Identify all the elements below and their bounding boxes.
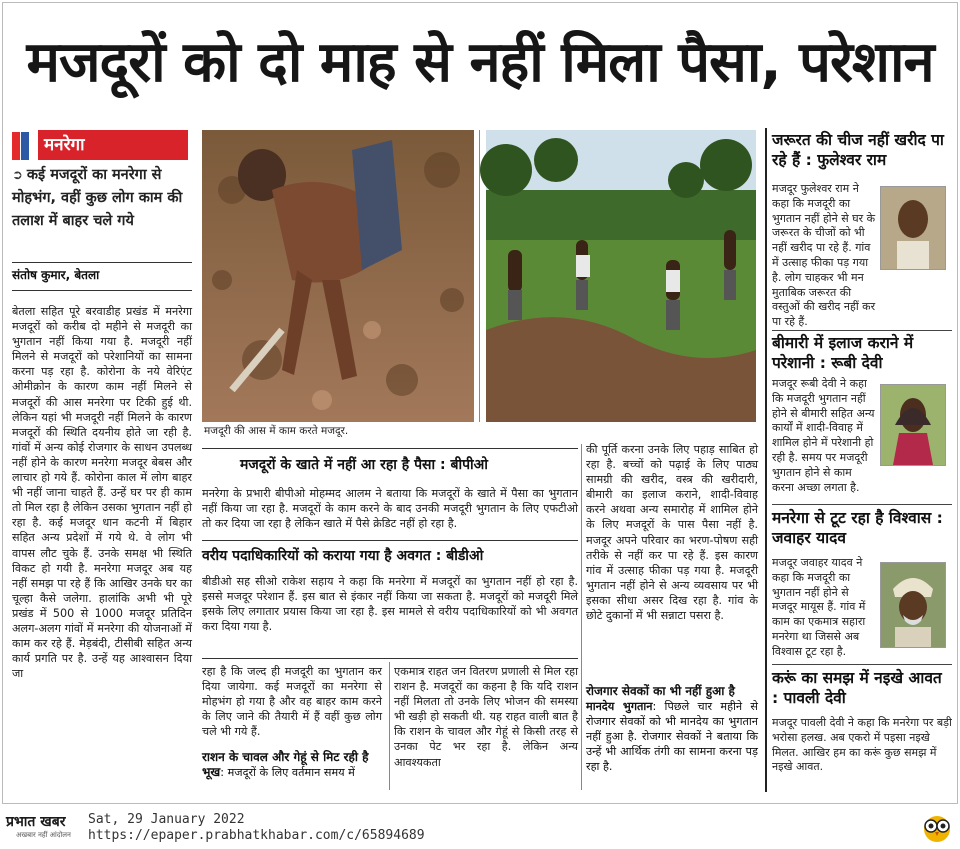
- subhead-ration-title: राशन के चावल और गेहूं से मिट रही है: [202, 750, 369, 764]
- article-body-col2b: एकमात्र राहत जन वितरण प्रणाली से मिल रहा राशन है. मजदूरों का कहना है कि यदि राशन नहीं मिलता तो उनके लिए भोजन की समस्या भी खड़ी हो सकती थी. यह राहत वाली बात है कि राशन के चावल और गेहूं से किसी तरह से उनका पेट भर रहा है. लेकिन अन्य आवश्यकता: [394, 665, 578, 769]
- article-body-col3: की पूर्ति करना उनके लिए पहाड़ साबित हो रहा है. बच्चों को पढ़ाई के लिए पाठ्य सामग्री की खरीद, वस्त्र की खरीदारी, बीमारी का इलाज कराने, शादी-विवाह करने अथवा अन्य समारोह में शामिल होने के लिए मजदूरों के पास पैसा नहीं है. मजदूर अपने परिवार का भरण-पोषण सही तरीके से नहीं कर पा रहे हैं. इस कारण गांव में उत्साह फीका पड़ गया है. मजदूरी भुगतान नहीं होने से अन्य व्यवसाय पर भी इसका सीधा असर दिख रहा है. गांव के छोटे दुकानों में भी सन्नाटा पसरा है.: [586, 443, 758, 623]
- logo-text: प्रभात खबर: [6, 814, 66, 830]
- photo-worker-digging: [202, 130, 474, 422]
- divider: [389, 662, 390, 790]
- subhead-bdo-body: बीडीओ सह सीओ राकेश सहाय ने कहा कि मनरेगा में मजदूरों का भुगतान नहीं हो रहा है. इससे मजदूर परेशान हैं. इस बात से इंकार नहीं किया जा सकता है. मजदूरों को मजदूरी मिले इसके लिए लगातार प्रयास किया जा रहा है. इस मामले से वरीय पदाधिकारियों को भी अवगत करा दिया गया है.: [202, 575, 578, 634]
- footer-url[interactable]: https://epaper.prabhatkhabar.com/c/65894689: [88, 828, 425, 843]
- portrait-ruby: [880, 384, 946, 466]
- section-tag: [12, 130, 188, 162]
- divider: [772, 330, 952, 331]
- divider: [12, 290, 192, 291]
- photo-caption: मजदूरी की आस में काम करते मजदूर.: [204, 425, 349, 437]
- subhead-bpo-body: मनरेगा के प्रभारी बीपीओ मोहम्मद आलम ने बताया कि मजदूरों के खाते में पैसा का भुगतान नहीं किया जा रहा है. मजदूरों के काम करने के बाद उनकी मजदूरी भुगतान के लिए एफटीओ तो कर दिया जा रहा है लेकिन खाते में पैसे क्रेडिट नहीं हो रहा है.: [202, 487, 578, 531]
- divider: [12, 262, 192, 263]
- subhead-rojgar: [586, 684, 758, 774]
- divider: [202, 448, 578, 449]
- subhead-rojgar-lead: मानदेय भुगतान: [586, 700, 653, 713]
- divider: [202, 658, 578, 659]
- portrait-fuleshwar: [880, 186, 946, 270]
- photo-workers-field: [486, 130, 756, 422]
- arrow-icon: ➲: [12, 168, 23, 183]
- article-body-col1: बेतला सहित पूरे बरवाडीह प्रखंड में मनरेगा मजदूरों को करीब दो महीने से मजदूरी का भुगतान नहीं किया गया है. मजदूरी नहीं मिलने से मजदूरों को परेशानियों का सामना करना पड़ रहा है. कोरोना के नये वेरिएंट ओमीक्रोन के कारण काम नहीं मिलने से मजदूरों की आस मनरेगा पर टिकी हुई थी. लेकिन यहां भी मजदूरी नहीं मिलने के कारण मजदूरों की स्थिति दयनीय होते जा रही है. गांवों में अन्य कोई रोजगार के साधन उपलब्ध नहीं होने के कारण मनरेगा मजदूर बेबस और लाचार हो गये हैं. कोरोना काल में लोग बाहर भी नहीं जाना चाहते हैं. उन्हें घर पर ही काम तो मिल रहा है लेकिन उसका भुगतान नहीं हो रहा है. कई मजदूर धान कटनी में बिहार सहित अन्य प्रदेशों में गये थे. वे लोग भी वापस लौट चुके हैं. उनके समक्ष भी स्थिति विकट हो गयी है. मनरेगा मजदूर अब यह नहीं समझ पा रहे हैं कि आखिर उनके घर का चूल्हा कैसे जलेगा. हालांकि अभी भी पूरे प्रखंड में 500 से 1000 मजदूर प्रतिदिन अलग-अलग गांवों में मनरेगा की योजनाओं में काम कर रहे हैं. मेड़बंदी, टीसीबी सहित अन्य कार्य प्रगति पर है. उन्हें यह आश्वासन दिया जा: [12, 305, 192, 681]
- byline: संतोष कुमार, बेतला: [12, 268, 100, 282]
- deck: [12, 164, 190, 233]
- subhead-rojgar-title: रोजगार सेवकों का भी नहीं हुआ है: [586, 684, 735, 698]
- subhead-ration-lead: भूख: [202, 765, 221, 779]
- owl-icon[interactable]: [920, 810, 954, 844]
- portrait-jawahar: [880, 562, 946, 648]
- sidebar-divider: [765, 128, 767, 792]
- side-heading-4: करूं का समझ में नइखे आवत : पावली देवी: [772, 669, 942, 707]
- divider: [479, 130, 480, 422]
- divider: [581, 444, 582, 790]
- subhead-rojgar-body: : पिछले चार महीने से रोजगार सेवकों को भी मानदेय का भुगतान नहीं हुआ है. रोजगार सेवकों ने बताया कि उन्हें भी आर्थिक तंगी का सामना करना पड़ रहा है.: [586, 700, 758, 773]
- divider: [772, 664, 952, 665]
- side-heading-2: बीमारी में इलाज कराने में परेशानी : रूबी देवी: [772, 334, 914, 372]
- tag-red-stripe: [12, 132, 20, 160]
- side-body-2: मजदूर रूबी देवी ने कहा कि मजदूरी भुगतान नहीं होने से बीमारी सहित अन्य कार्यों में शादी-विवाह में शामिल होने में परेशानी हो रही है. समय पर मजदूरी भुगतान होने से काम करना अच्छा लगता है.: [772, 377, 875, 494]
- footer-date: Sat, 29 January 2022: [88, 812, 245, 827]
- section-tag-label: मनरेगा: [38, 130, 188, 160]
- divider: [202, 540, 578, 541]
- article-body-col2a: रहा है कि जल्द ही मजदूरी का भुगतान कर दिया जायेगा. कई मजदूरों का मनरेगा से मोहभंग हो गया है और वह बाहर काम करने के लिए जाने की तैयारी में हैं वहीं कुछ लोग चले भी गये हैं.: [202, 665, 382, 739]
- headline: मजदूरों को दो माह से नहीं मिला पैसा, परेशान: [26, 30, 934, 95]
- subhead-ration: [202, 750, 386, 780]
- side-heading-1: जरूरत की चीज नहीं खरीद पा रहे हैं : फुलेश्वर राम: [772, 131, 944, 169]
- tag-blue-stripe: [21, 132, 29, 160]
- logo-prabhat-khabar: [6, 812, 80, 842]
- subhead-bpo: मजदूरों के खाते में नहीं आ रहा है पैसा : बीपीओ: [240, 457, 488, 473]
- side-body-3: मजदूर जवाहर यादव ने कहा कि मजदूरी का भुगतान नहीं होने से मजदूर मायूस हैं. गांव में काम का एकमात्र सहारा मनरेगा था जिससे अब विश्वास टूट रहा है.: [772, 556, 866, 658]
- side-body-1: मजदूर फुलेश्वर राम ने कहा कि मजदूरी का भुगतान नहीं होने से घर के जरूरत के चीजों को भी नहीं खरीद पा रहे हैं. गांव में उत्साह फीका पड़ गया है. लोग चाहकर भी मन मुताबिक जरूरत की वस्तुओं की खरीद नहीं कर पा रहे हैं.: [772, 182, 876, 329]
- side-heading-3: मनरेगा से टूट रहा है विश्वास : जवाहर यादव: [772, 509, 943, 547]
- subhead-ration-body: : मजदूरों के लिए वर्तमान समय में: [220, 766, 355, 779]
- logo-tagline: अखबार नहीं आंदोलन: [16, 831, 71, 839]
- subhead-bdo: वरीय पदाधिकारियों को कराया गया है अवगत : बीडीओ: [202, 548, 484, 564]
- side-body-4: मजदूर पावली देवी ने कहा कि मनरेगा पर बड़ी भरोसा हलख. अब एकरो में पइसा नइखे मिलत. आखिर हम का करूं कुछ समझ में नइखे आवत.: [772, 716, 952, 774]
- divider: [772, 504, 952, 505]
- deck-text: कई मजदूरों का मनरेगा से मोहभंग, वहीं कुछ लोग काम की तलाश में बाहर चले गये: [12, 167, 183, 229]
